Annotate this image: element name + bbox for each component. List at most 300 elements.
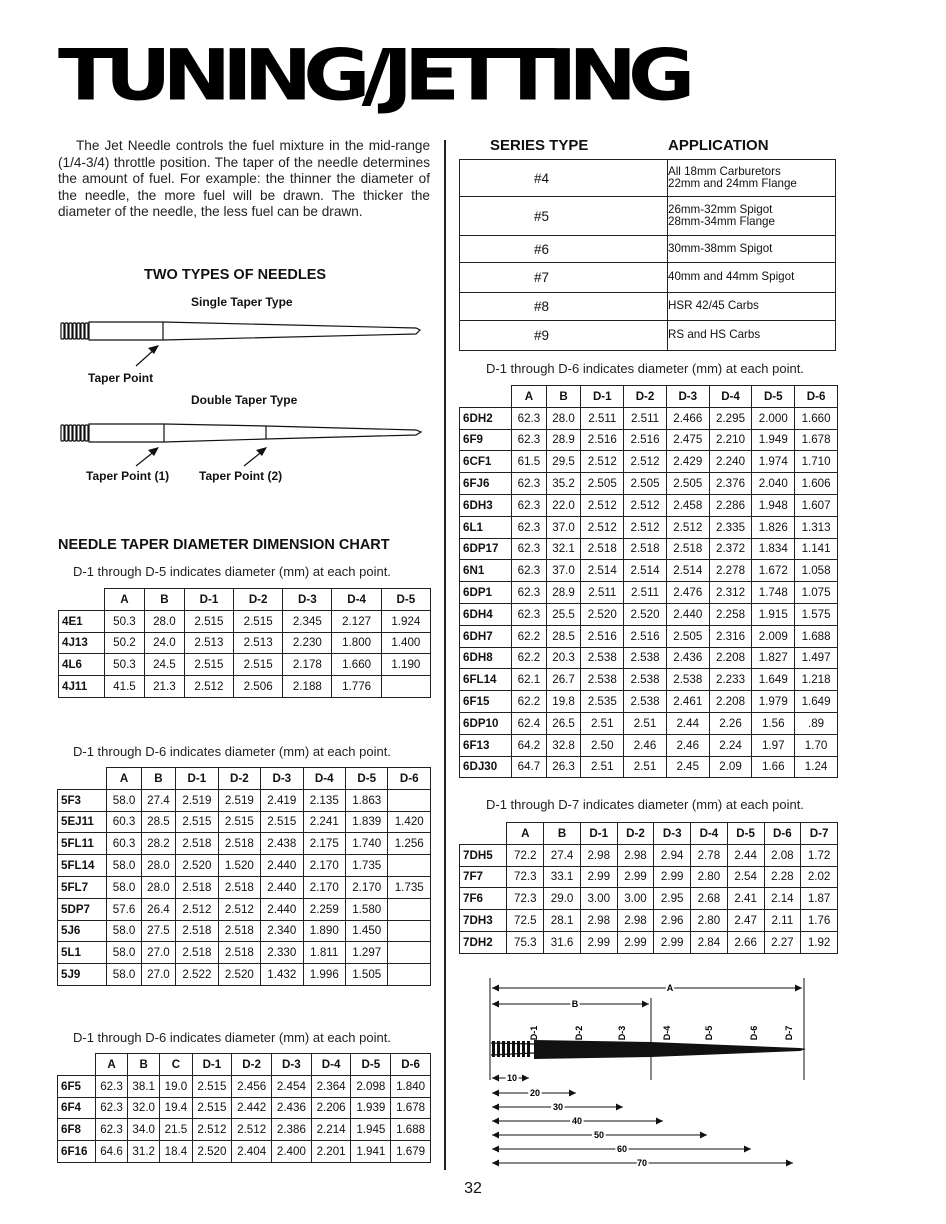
series-type-cell: #4	[460, 160, 668, 197]
table-4-caption: D-1 through D-5 indicates diameter (mm) at each point.	[73, 564, 391, 579]
table-cell: 2.28	[764, 866, 801, 888]
table-cell: 19.4	[160, 1097, 192, 1119]
table-row	[460, 866, 838, 888]
table-row	[58, 1119, 431, 1141]
table-cell: 35.2	[546, 473, 581, 495]
table-5-caption: D-1 through D-6 indicates diameter (mm) at each point.	[73, 744, 391, 759]
table-cell: 2.512	[184, 676, 233, 698]
table-cell: 2.201	[311, 1141, 351, 1163]
table-cell: 1.776	[332, 676, 381, 698]
table-cell: 2.511	[624, 407, 667, 429]
table-cell: 21.3	[144, 676, 184, 698]
table-cell: 2.96	[654, 910, 691, 932]
table-row	[460, 538, 838, 560]
corner-cell	[460, 823, 507, 845]
table-cell: 32.8	[546, 734, 581, 756]
table-cell: 1.678	[795, 429, 838, 451]
table-cell: 2.258	[709, 603, 752, 625]
point-d7-label: D-7	[784, 1025, 794, 1041]
table-cell: 1.939	[351, 1097, 391, 1119]
table-cell: 1.800	[332, 632, 381, 654]
table-cell: 2.513	[234, 632, 283, 654]
table-cell: 75.3	[507, 931, 544, 953]
table-row	[460, 910, 838, 932]
needle-code-cell: 5DP7	[58, 898, 107, 920]
table-cell: 3.00	[580, 888, 617, 910]
table-cell: 2.438	[261, 833, 303, 855]
table-cell: 2.95	[654, 888, 691, 910]
table-cell: 1.948	[752, 494, 795, 516]
application-cell: HSR 42/45 Carbs	[668, 293, 836, 321]
needle-code-cell: 7F6	[460, 888, 507, 910]
table-cell: 2.505	[666, 473, 709, 495]
table-cell: 62.3	[512, 582, 547, 604]
table-cell	[388, 898, 431, 920]
table-row	[460, 603, 838, 625]
table-cell: 2.26	[709, 712, 752, 734]
table-cell: 2.27	[764, 931, 801, 953]
table-cell: 1.735	[388, 876, 431, 898]
table-cell: 60.3	[107, 833, 141, 855]
table-cell: 62.2	[512, 625, 547, 647]
table-cell: 2.330	[261, 942, 303, 964]
table-row	[58, 1097, 431, 1119]
series-type-cell: #9	[460, 321, 668, 351]
table-cell: 2.170	[303, 855, 345, 877]
needle-code-cell: 6DP1	[460, 582, 512, 604]
table-cell: 64.7	[512, 756, 547, 778]
distance-70-label: 70	[636, 1158, 648, 1168]
table-cell: 26.7	[546, 669, 581, 691]
table-cell: 1.97	[752, 734, 795, 756]
table-row	[460, 451, 838, 473]
table-cell: 1.834	[752, 538, 795, 560]
table-row	[460, 494, 838, 516]
table-cell: 1.941	[351, 1141, 391, 1163]
corner-cell	[59, 589, 105, 611]
table-cell: 34.0	[128, 1119, 160, 1141]
table-cell: 2.519	[218, 789, 260, 811]
table-cell: 1.826	[752, 516, 795, 538]
table-cell: 1.432	[261, 964, 303, 986]
needle-code-cell: 6DH4	[460, 603, 512, 625]
table-cell: 28.1	[544, 910, 581, 932]
table-row	[58, 811, 431, 833]
table-cell: 62.3	[512, 603, 547, 625]
table-cell: 2.040	[752, 473, 795, 495]
application-cell: 26mm-32mm Spigot 28mm-34mm Flange	[668, 197, 836, 236]
needle-code-cell: 5J9	[58, 964, 107, 986]
column-header: A	[107, 768, 141, 790]
table-cell: 2.08	[764, 844, 801, 866]
table-cell: 1.580	[345, 898, 387, 920]
table-cell: 2.518	[666, 538, 709, 560]
column-header: D-1	[581, 386, 624, 408]
needle-code-cell: 6FJ6	[460, 473, 512, 495]
column-header: D-5	[351, 1054, 391, 1076]
table-cell: 2.99	[580, 866, 617, 888]
column-divider	[444, 140, 446, 1170]
table-cell: 2.210	[709, 429, 752, 451]
table-row	[460, 625, 838, 647]
table-cell: 28.5	[141, 811, 175, 833]
series-type-cell: #5	[460, 197, 668, 236]
needle-code-cell: 6DJ30	[460, 756, 512, 778]
table-cell: 2.512	[624, 451, 667, 473]
table-cell: 2.440	[261, 855, 303, 877]
table-row	[58, 1141, 431, 1163]
table-cell: 2.178	[283, 654, 332, 676]
table-cell: 2.512	[581, 516, 624, 538]
table-cell: 28.0	[141, 855, 175, 877]
table-cell: 2.461	[666, 691, 709, 713]
table-cell: 2.515	[218, 811, 260, 833]
table-cell: 2.78	[691, 844, 728, 866]
table-cell: 2.99	[617, 931, 654, 953]
needle-code-cell: 6DH7	[460, 625, 512, 647]
needle-table-6-series	[459, 385, 838, 778]
table-cell: 1.256	[388, 833, 431, 855]
table-cell: 1.748	[752, 582, 795, 604]
table-cell: 1.649	[795, 691, 838, 713]
table-row	[58, 855, 431, 877]
table-cell: 2.47	[727, 910, 764, 932]
needle-measurement-diagram	[488, 978, 818, 1170]
table-cell: 50.3	[105, 654, 145, 676]
table-cell: 26.4	[141, 898, 175, 920]
table-cell: 2.513	[184, 632, 233, 654]
table-cell: 2.520	[192, 1141, 232, 1163]
table-cell: 2.535	[581, 691, 624, 713]
table-cell: 31.6	[544, 931, 581, 953]
column-header: D-3	[666, 386, 709, 408]
table-cell: 1.56	[752, 712, 795, 734]
table-cell: 2.511	[624, 582, 667, 604]
table-cell: 2.515	[184, 654, 233, 676]
table-row	[59, 610, 431, 632]
column-header: D-2	[617, 823, 654, 845]
table-cell: 2.475	[666, 429, 709, 451]
column-header: D-4	[311, 1054, 351, 1076]
table-cell: 31.2	[128, 1141, 160, 1163]
page-number: 32	[464, 1180, 482, 1197]
table-cell: 1.679	[391, 1141, 431, 1163]
column-header: B	[546, 386, 581, 408]
table-cell: 1.190	[381, 654, 430, 676]
distance-40-label: 40	[571, 1116, 583, 1126]
table-cell: 1.72	[801, 844, 838, 866]
table-header-row	[59, 589, 431, 611]
table-cell	[388, 855, 431, 877]
table-cell: 2.520	[176, 855, 218, 877]
table-cell: 2.46	[624, 734, 667, 756]
column-header: D-2	[232, 1054, 272, 1076]
needle-code-cell: 5J6	[58, 920, 107, 942]
needle-table-4-series	[58, 588, 431, 698]
table-row	[58, 942, 431, 964]
corner-cell	[58, 1054, 96, 1076]
table-cell: 1.400	[381, 632, 430, 654]
table-cell: 1.949	[752, 429, 795, 451]
column-header: D-4	[303, 768, 345, 790]
table-row	[460, 712, 838, 734]
distance-30-label: 30	[552, 1102, 564, 1112]
table-cell: 2.538	[581, 647, 624, 669]
table-cell: 2.364	[311, 1075, 351, 1097]
needle-code-cell: 5FL11	[58, 833, 107, 855]
table-row	[460, 669, 838, 691]
table-cell: 2.99	[617, 866, 654, 888]
table-cell	[388, 920, 431, 942]
application-cell: 40mm and 44mm Spigot	[668, 263, 836, 293]
needle-code-cell: 5F3	[58, 789, 107, 811]
table-cell: 2.505	[581, 473, 624, 495]
column-header: D-6	[764, 823, 801, 845]
table-cell: 2.372	[709, 538, 752, 560]
column-header: D-3	[272, 1054, 312, 1076]
table-cell: 2.538	[624, 647, 667, 669]
column-header: D-1	[580, 823, 617, 845]
table-cell	[388, 942, 431, 964]
table-row	[460, 560, 838, 582]
table-cell: 2.44	[727, 844, 764, 866]
table-row	[460, 844, 838, 866]
table-cell: 1.915	[752, 603, 795, 625]
table-cell: 1.218	[795, 669, 838, 691]
table-cell: 62.1	[512, 669, 547, 691]
table-cell: 1.649	[752, 669, 795, 691]
dimension-chart-heading: NEEDLE TAPER DIAMETER DIMENSION CHART	[58, 537, 390, 553]
table-cell: 1.497	[795, 647, 838, 669]
table-cell: 2.99	[654, 931, 691, 953]
table-cell: 50.2	[105, 632, 145, 654]
table-cell: 2.520	[624, 603, 667, 625]
needle-code-cell: 6DP17	[460, 538, 512, 560]
table-cell: 62.2	[512, 647, 547, 669]
column-header: D-2	[624, 386, 667, 408]
table-cell: 2.518	[176, 942, 218, 964]
table-cell: 2.518	[581, 538, 624, 560]
table-cell: 2.538	[624, 691, 667, 713]
table-cell: 37.0	[546, 560, 581, 582]
table-cell: 2.345	[283, 610, 332, 632]
table-cell: 2.241	[303, 811, 345, 833]
needle-code-cell: 4L6	[59, 654, 105, 676]
table-cell: 2.340	[261, 920, 303, 942]
table-cell: 64.6	[95, 1141, 127, 1163]
table-cell: 2.458	[666, 494, 709, 516]
table-cell: 2.515	[261, 811, 303, 833]
table-cell: 1.505	[345, 964, 387, 986]
double-taper-label: Double Taper Type	[191, 393, 298, 407]
table-cell: 1.945	[351, 1119, 391, 1141]
needle-code-cell: 5FL14	[58, 855, 107, 877]
table-cell: 1.827	[752, 647, 795, 669]
needle-table-5-series	[57, 767, 431, 986]
table-row	[59, 676, 431, 698]
table-cell: 2.335	[709, 516, 752, 538]
double-taper-point2-label: Taper Point (2)	[199, 469, 283, 483]
column-header: D-4	[332, 589, 381, 611]
table-cell: 72.5	[507, 910, 544, 932]
table-cell: 32.0	[128, 1097, 160, 1119]
application-cell: 30mm-38mm Spigot	[668, 236, 836, 263]
table-cell: 2.442	[232, 1097, 272, 1119]
single-taper-label: Single Taper Type	[191, 295, 293, 309]
table-cell: 2.214	[311, 1119, 351, 1141]
table-cell: 2.233	[709, 669, 752, 691]
double-taper-point1-label: Taper Point (1)	[86, 469, 170, 483]
column-header: D-2	[218, 768, 260, 790]
table-cell: 2.386	[272, 1119, 312, 1141]
table-cell: 1.688	[391, 1119, 431, 1141]
point-d1-label: D-1	[529, 1025, 539, 1041]
table-row	[460, 734, 838, 756]
table-cell: 2.514	[666, 560, 709, 582]
column-header: C	[160, 1054, 192, 1076]
table-row	[460, 429, 838, 451]
table-header-row	[460, 386, 838, 408]
column-header: A	[105, 589, 145, 611]
point-d2-label: D-2	[574, 1025, 584, 1041]
table-cell: 2.515	[176, 811, 218, 833]
table-cell: 2.476	[666, 582, 709, 604]
table-cell: 1.058	[795, 560, 838, 582]
table-cell: 72.3	[507, 866, 544, 888]
table-cell: 20.3	[546, 647, 581, 669]
table-cell: 64.2	[512, 734, 547, 756]
table-cell: 62.2	[512, 691, 547, 713]
needle-code-cell: 5EJ11	[58, 811, 107, 833]
dimension-a-label: A	[666, 983, 674, 993]
distance-10-label: 10	[506, 1073, 518, 1083]
table-cell: 2.98	[617, 910, 654, 932]
table-cell: 1.660	[795, 407, 838, 429]
table-row	[59, 654, 431, 676]
needle-code-cell: 5FL7	[58, 876, 107, 898]
table-cell: 2.000	[752, 407, 795, 429]
table-cell: 2.512	[666, 516, 709, 538]
table-cell: 1.740	[345, 833, 387, 855]
table-cell: 1.450	[345, 920, 387, 942]
needle-code-cell: 6FL14	[460, 669, 512, 691]
needle-code-cell: 6F5	[58, 1075, 96, 1097]
table-cell: 2.512	[581, 494, 624, 516]
double-taper-needle-drawing	[58, 422, 438, 472]
page-title: TUNING/JETTING	[58, 34, 687, 117]
needle-code-cell: 6F8	[58, 1119, 96, 1141]
table-row	[59, 632, 431, 654]
table-cell	[381, 676, 430, 698]
table-cell: 2.376	[709, 473, 752, 495]
table-cell: 1.840	[391, 1075, 431, 1097]
table-cell: 2.98	[580, 910, 617, 932]
column-header: B	[544, 823, 581, 845]
table-cell: 2.68	[691, 888, 728, 910]
column-header: A	[95, 1054, 127, 1076]
needle-code-cell: 6DH8	[460, 647, 512, 669]
needle-code-cell: 6F9	[460, 429, 512, 451]
table-cell: 38.1	[128, 1075, 160, 1097]
table-row	[460, 691, 838, 713]
table-cell: .89	[795, 712, 838, 734]
application-header: APPLICATION	[668, 137, 769, 154]
table-cell: 2.512	[624, 516, 667, 538]
table-cell: 62.3	[512, 429, 547, 451]
table-cell: 2.188	[283, 676, 332, 698]
needle-code-cell: 7DH3	[460, 910, 507, 932]
table-row	[58, 920, 431, 942]
table-cell: 2.170	[303, 876, 345, 898]
table-cell: 2.51	[581, 756, 624, 778]
table-cell: 1.863	[345, 789, 387, 811]
distance-60-label: 60	[616, 1144, 628, 1154]
table-cell: 2.515	[192, 1075, 232, 1097]
column-header: D-4	[691, 823, 728, 845]
table-cell: 2.98	[617, 844, 654, 866]
table-cell: 2.519	[176, 789, 218, 811]
needle-code-cell: 4E1	[59, 610, 105, 632]
corner-cell	[460, 386, 512, 408]
needle-table-7-series	[459, 822, 838, 954]
table-cell: 1.607	[795, 494, 838, 516]
table-cell: 2.466	[666, 407, 709, 429]
table-cell: 62.3	[95, 1097, 127, 1119]
table-cell: 2.520	[581, 603, 624, 625]
table-cell: 2.208	[709, 647, 752, 669]
table-cell: 1.520	[218, 855, 260, 877]
needle-code-cell: 6CF1	[460, 451, 512, 473]
table-cell: 62.3	[512, 494, 547, 516]
table-cell: 2.99	[580, 931, 617, 953]
table-cell: 2.02	[801, 866, 838, 888]
table-cell: 2.135	[303, 789, 345, 811]
table-cell: 27.0	[141, 942, 175, 964]
table-cell: 37.0	[546, 516, 581, 538]
table-cell: 2.518	[218, 942, 260, 964]
column-header: A	[507, 823, 544, 845]
table-cell: 28.0	[546, 407, 581, 429]
table-cell: 1.141	[795, 538, 838, 560]
distance-20-label: 20	[529, 1088, 541, 1098]
table-cell: 2.522	[176, 964, 218, 986]
table-cell: 1.606	[795, 473, 838, 495]
table-cell: 2.440	[261, 898, 303, 920]
table-cell: 60.3	[107, 811, 141, 833]
needle-code-cell: 7DH2	[460, 931, 507, 953]
single-taper-point-label: Taper Point	[88, 371, 154, 385]
series-type-cell: #7	[460, 263, 668, 293]
table-cell: 2.175	[303, 833, 345, 855]
series-type-cell: #6	[460, 236, 668, 263]
distance-50-label: 50	[593, 1130, 605, 1140]
needle-code-cell: 6DH2	[460, 407, 512, 429]
needle-code-cell: 6DP10	[460, 712, 512, 734]
table-cell: 2.512	[581, 451, 624, 473]
column-header: D-6	[388, 768, 431, 790]
table-row	[460, 756, 838, 778]
column-header: D-5	[381, 589, 430, 611]
needle-code-cell: 6F4	[58, 1097, 96, 1119]
needle-code-cell: 6L1	[460, 516, 512, 538]
table-cell: 2.512	[624, 494, 667, 516]
column-header: D-6	[391, 1054, 431, 1076]
column-header: D-1	[184, 589, 233, 611]
table-cell: 1.811	[303, 942, 345, 964]
table-cell: 1.974	[752, 451, 795, 473]
table-cell: 2.518	[218, 833, 260, 855]
table-cell: 2.515	[234, 654, 283, 676]
